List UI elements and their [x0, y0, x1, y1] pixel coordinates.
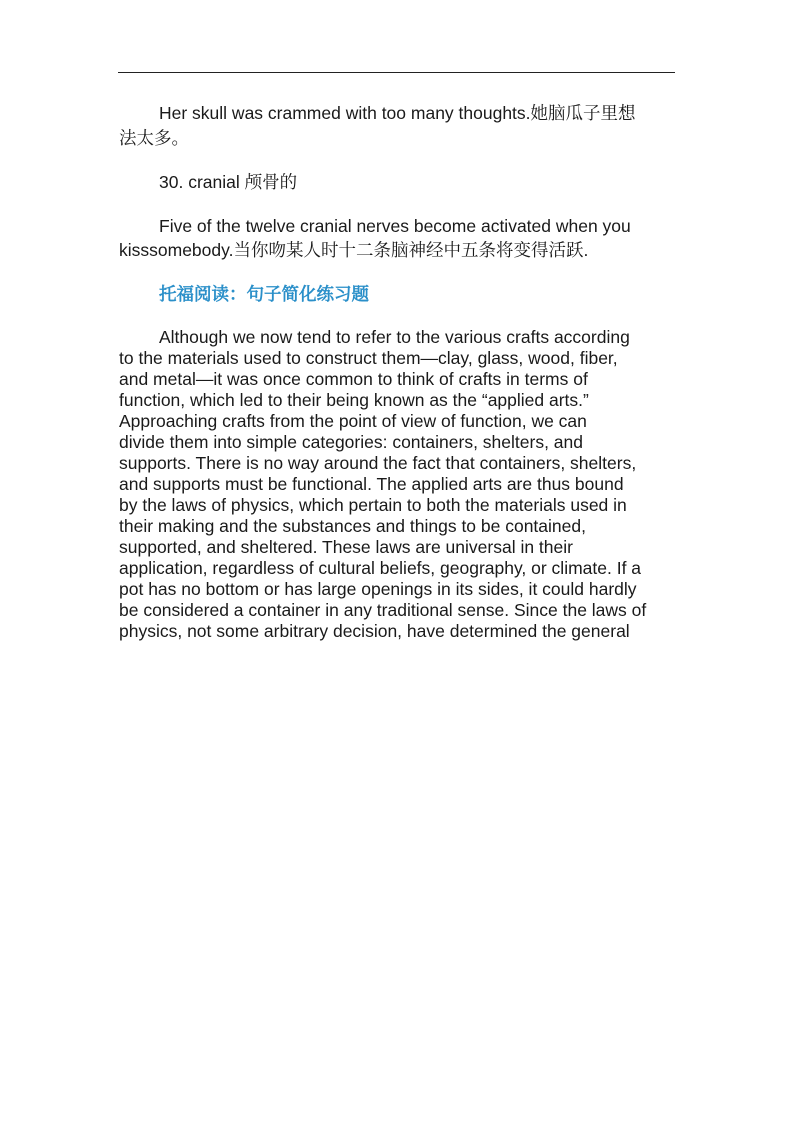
passage-line: supported, and sheltered. These laws are universal in their — [119, 537, 573, 558]
passage-line: divide them into simple categories: containers, shelters, and — [119, 432, 583, 453]
passage-line: to the materials used to construct them—clay, glass, wood, fiber, — [119, 348, 618, 369]
section-title: 托福阅读：句子简化练习题 — [159, 283, 369, 304]
document-body — [119, 100, 675, 642]
example-sentence-2-line: Five of the twelve cranial nerves become activated when you — [159, 215, 631, 236]
passage-line: by the laws of physics, which pertain to both the materials used in — [119, 495, 627, 516]
example-sentence-line: 法太多。 — [119, 128, 189, 148]
header-rule — [118, 72, 675, 73]
example-sentence — [119, 100, 675, 150]
passage-line: physics, not some arbitrary decision, have determined the general — [119, 621, 630, 642]
example-sentence-line: Her skull was crammed with too many thoughts.她脑瓜子里想 — [159, 103, 636, 123]
passage-line: pot has no bottom or has large openings in its sides, it could hardly — [119, 579, 637, 600]
passage — [119, 327, 675, 642]
example-sentence-2-line: kisssomebody.当你吻某人时十二条脑神经中五条将变得活跃. — [119, 239, 589, 260]
passage-line: Approaching crafts from the point of view of function, we can — [119, 411, 587, 432]
passage-line: application, regardless of cultural beliefs, geography, or climate. If a — [119, 558, 642, 579]
vocab-entry: 30. cranial 颅骨的 — [159, 172, 298, 192]
passage-line: their making and the substances and things to be contained, — [119, 516, 586, 537]
example-sentence-2 — [119, 216, 675, 262]
passage-line: supports. There is no way around the fact that containers, shelters, — [119, 453, 637, 474]
passage-line: and metal—it was once common to think of crafts in terms of — [119, 369, 588, 390]
passage-line: be considered a container in any traditional sense. Since the laws of — [119, 600, 647, 621]
passage-line: function, which led to their being known as the “applied arts.” — [119, 390, 589, 411]
passage-line: and supports must be functional. The applied arts are thus bound — [119, 474, 624, 495]
passage-line: Although we now tend to refer to the various crafts according — [159, 327, 630, 348]
